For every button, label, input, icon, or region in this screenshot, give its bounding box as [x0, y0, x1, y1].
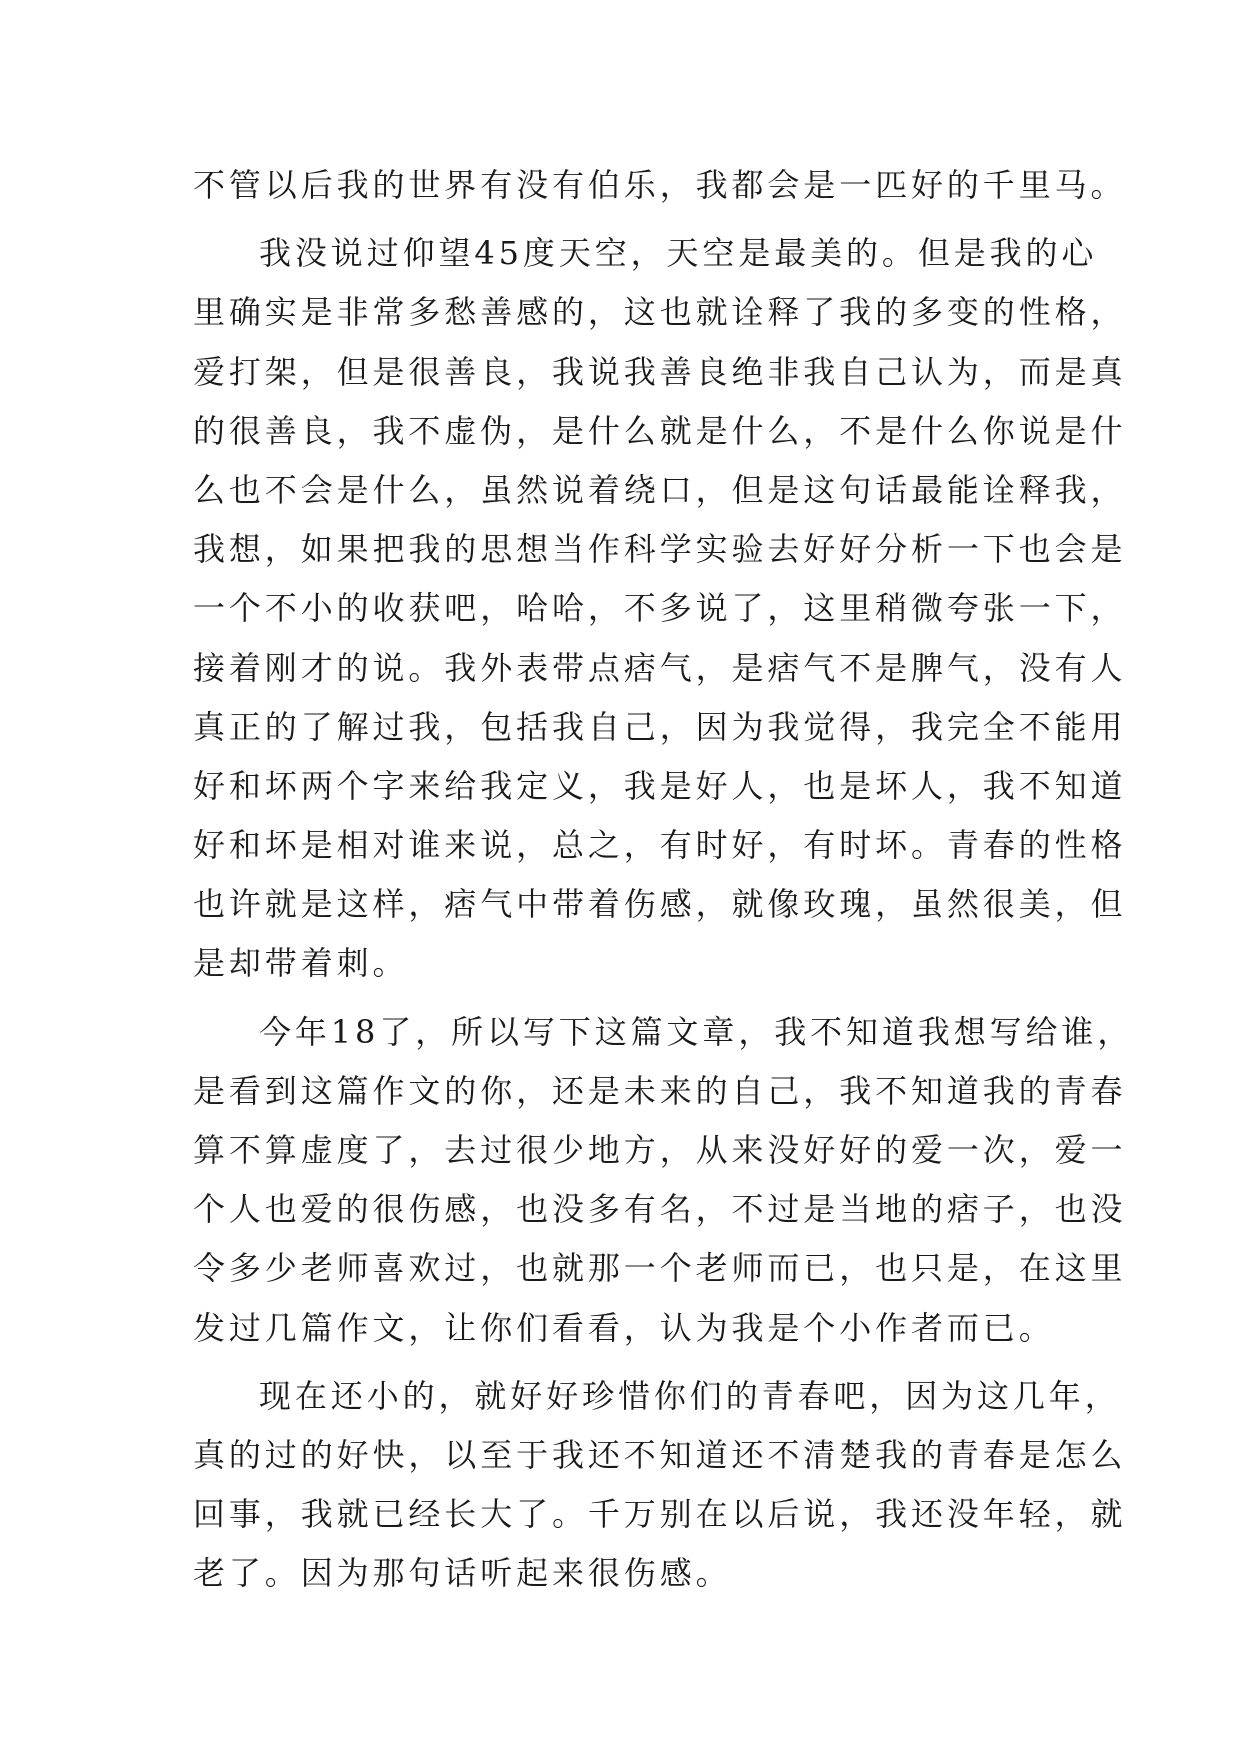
text-line: 令多少老师喜欢过，也就那一个老师而已，也只是，在这里 [193, 1249, 1127, 1288]
text-line: 么也不会是什么，虽然说着绕口，但是这句话最能诠释我， [193, 470, 1127, 509]
text-line: 真正的了解过我，包括我自己，因为我觉得，我完全不能用 [193, 707, 1127, 746]
text-line: 也许就是这样，痞气中带着伤感，就像玫瑰，虽然很美，但 [193, 885, 1127, 924]
text-line: 个人也爱的很伤感，也没多有名，不过是当地的痞子，也没 [193, 1190, 1127, 1229]
text-line: 现在还小的，就好好珍惜你们的青春吧，因为这几年， [259, 1376, 1121, 1415]
text-line: 算不算虚度了，去过很少地方，从来没好好的爱一次，爱一 [193, 1131, 1127, 1169]
text-line: 是却带着刺。 [193, 944, 409, 983]
text-line: 老了。因为那句话听起来很伤感。 [193, 1554, 732, 1593]
text-line: 爱打架，但是很善良，我说我善良绝非我自己认为，而是真 [193, 352, 1127, 391]
text-line: 发过几篇作文，让你们看看，认为我是个小作者而已。 [193, 1308, 1055, 1347]
paragraph [193, 1003, 1134, 1358]
text-line: 好和坏是相对谁来说，总之，有时好，有时坏。青春的性格 [193, 826, 1127, 865]
text-line: 里确实是非常多愁善感的，这也就诠释了我的多变的性格， [193, 293, 1127, 332]
text-line: 的很善良，我不虚伪，是什么就是什么，不是什么你说是什 [193, 411, 1127, 450]
text-line: 我想，如果把我的思想当作科学实验去好好分析一下也会是 [193, 530, 1127, 569]
paragraph [193, 156, 1127, 215]
paragraph [193, 224, 1127, 993]
text-line: 一个不小的收获吧，哈哈，不多说了，这里稍微夸张一下， [193, 589, 1127, 628]
text-line: 今年18了，所以写下这篇文章，我不知道我想写给谁， [259, 1012, 1134, 1051]
text-line: 接着刚才的说。我外表带点痞气，是痞气不是脾气，没有人 [193, 648, 1127, 687]
text-line: 好和坏两个字来给我定义，我是好人，也是坏人，我不知道 [193, 766, 1127, 805]
text-line: 我没说过仰望45度天空，天空是最美的。但是我的心 [259, 234, 1098, 273]
paragraph [193, 1367, 1127, 1604]
body-text [193, 156, 1134, 1604]
text-line: 是看到这篇作文的你，还是未来的自己，我不知道我的青春 [193, 1071, 1127, 1110]
text-line: 不管以后我的世界有没有伯乐，我都会是一匹好的千里马。 [193, 166, 1127, 204]
text-line: 真的过的好快，以至于我还不知道还不清楚我的青春是怎么 [193, 1435, 1127, 1474]
text-line: 回事，我就已经长大了。千万别在以后说，我还没年轻，就 [193, 1495, 1127, 1534]
